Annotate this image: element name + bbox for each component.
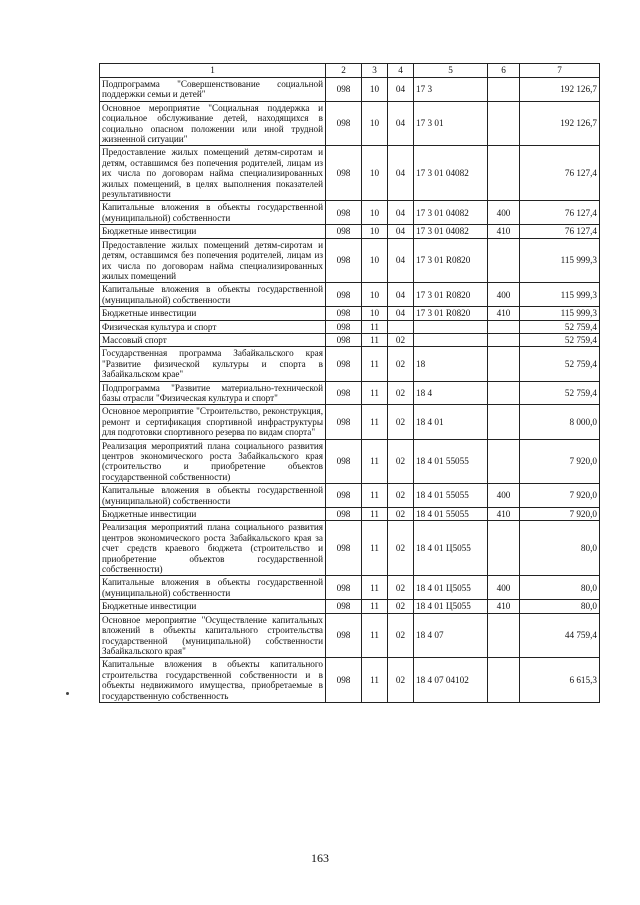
table-row xyxy=(100,101,600,146)
header-cell: 4 xyxy=(388,64,414,78)
amount-cell: 115 999,3 xyxy=(520,307,600,320)
expense-type-code-cell xyxy=(488,381,520,405)
expense-type-code-cell xyxy=(488,613,520,658)
table-row xyxy=(100,146,600,201)
item-name-cell: Массовый спорт xyxy=(100,333,326,346)
amount-cell: 115 999,3 xyxy=(520,283,600,307)
amount-cell: 44 759,4 xyxy=(520,613,600,658)
expense-type-code-cell xyxy=(488,320,520,333)
amount-cell: 192 126,7 xyxy=(520,78,600,102)
item-name-cell: Капитальные вложения в объекты государственной (муниципальной) собственности xyxy=(100,484,326,508)
subsection-code-cell: 02 xyxy=(388,347,414,381)
section-code-cell: 11 xyxy=(362,347,388,381)
section-code-cell: 11 xyxy=(362,381,388,405)
target-article-code-cell: 18 4 07 xyxy=(414,613,488,658)
subsection-code-cell: 04 xyxy=(388,101,414,146)
section-code-cell: 10 xyxy=(362,225,388,238)
table-row xyxy=(100,225,600,238)
amount-cell: 52 759,4 xyxy=(520,333,600,346)
amount-cell: 52 759,4 xyxy=(520,347,600,381)
target-article-code-cell: 18 4 01 55055 xyxy=(414,439,488,484)
page-number: 163 xyxy=(311,851,329,865)
expense-type-code-cell xyxy=(488,101,520,146)
expense-type-code-cell xyxy=(488,439,520,484)
expense-type-code-cell xyxy=(488,347,520,381)
target-article-code-cell: 17 3 01 04082 xyxy=(414,146,488,201)
expense-type-code-cell xyxy=(488,521,520,576)
section-code-cell: 11 xyxy=(362,484,388,508)
section-code-cell: 11 xyxy=(362,613,388,658)
admin-code-cell: 098 xyxy=(326,225,362,238)
subsection-code-cell xyxy=(388,320,414,333)
amount-cell: 7 920,0 xyxy=(520,439,600,484)
subsection-code-cell: 04 xyxy=(388,238,414,283)
subsection-code-cell: 02 xyxy=(388,484,414,508)
admin-code-cell: 098 xyxy=(326,347,362,381)
item-name-cell: Реализация мероприятий плана социального развития центров экономического роста Забайкальского края (строительство и приобретение объектов государственной собственности) xyxy=(100,439,326,484)
target-article-code-cell: 17 3 01 R0820 xyxy=(414,238,488,283)
admin-code-cell: 098 xyxy=(326,78,362,102)
amount-cell: 80,0 xyxy=(520,600,600,613)
admin-code-cell: 098 xyxy=(326,600,362,613)
section-code-cell: 11 xyxy=(362,521,388,576)
item-name-cell: Капитальные вложения в объекты государственной (муниципальной) собственности xyxy=(100,201,326,225)
expense-type-code-cell xyxy=(488,146,520,201)
admin-code-cell: 098 xyxy=(326,320,362,333)
header-cell: 3 xyxy=(362,64,388,78)
header-cell: 2 xyxy=(326,64,362,78)
item-name-cell: Основное мероприятие "Социальная поддержка и социальное обслуживание детей, находящихся в социально опасном положении или иной трудной жизненной ситуации" xyxy=(100,101,326,146)
table-row xyxy=(100,508,600,521)
item-name-cell: Государственная программа Забайкальского края "Развитие физической культуры и спорта в Забайкальском крае" xyxy=(100,347,326,381)
item-name-cell: Подпрограмма "Совершенствование социальной поддержки семьи и детей" xyxy=(100,78,326,102)
table-row xyxy=(100,347,600,381)
item-name-cell: Бюджетные инвестиции xyxy=(100,508,326,521)
table-row xyxy=(100,484,600,508)
admin-code-cell: 098 xyxy=(326,283,362,307)
target-article-code-cell: 18 4 07 04102 xyxy=(414,658,488,703)
amount-cell: 76 127,4 xyxy=(520,146,600,201)
item-name-cell: Подпрограмма "Развитие материально-технической базы отрасли "Физическая культура и спорт" xyxy=(100,381,326,405)
subsection-code-cell: 02 xyxy=(388,333,414,346)
target-article-code-cell: 17 3 01 04082 xyxy=(414,201,488,225)
subsection-code-cell: 02 xyxy=(388,405,414,439)
header-cell: 6 xyxy=(488,64,520,78)
admin-code-cell: 098 xyxy=(326,238,362,283)
table-header-row xyxy=(100,64,600,78)
target-article-code-cell: 18 4 01 55055 xyxy=(414,508,488,521)
admin-code-cell: 098 xyxy=(326,405,362,439)
subsection-code-cell: 02 xyxy=(388,381,414,405)
expense-type-code-cell: 400 xyxy=(488,484,520,508)
target-article-code-cell: 18 4 01 Ц5055 xyxy=(414,576,488,600)
section-code-cell: 10 xyxy=(362,238,388,283)
item-name-cell: Бюджетные инвестиции xyxy=(100,600,326,613)
section-code-cell: 11 xyxy=(362,405,388,439)
item-name-cell: Физическая культура и спорт xyxy=(100,320,326,333)
expense-type-code-cell xyxy=(488,333,520,346)
subsection-code-cell: 04 xyxy=(388,307,414,320)
admin-code-cell: 098 xyxy=(326,333,362,346)
admin-code-cell: 098 xyxy=(326,576,362,600)
subsection-code-cell: 02 xyxy=(388,576,414,600)
item-name-cell: Капитальные вложения в объекты государственной (муниципальной) собственности xyxy=(100,283,326,307)
amount-cell: 115 999,3 xyxy=(520,238,600,283)
subsection-code-cell: 04 xyxy=(388,78,414,102)
item-name-cell: Предоставление жилых помещений детям-сиротам и детям, оставшимся без попечения родителей, лицам из их числа по договорам найма специализированных жилых помещений xyxy=(100,238,326,283)
amount-cell: 76 127,4 xyxy=(520,225,600,238)
item-name-cell: Реализация мероприятий плана социального развития центров экономического роста Забайкальского края за счет средств краевого бюджета (строительство и приобретение объектов государственной собственности) xyxy=(100,521,326,576)
target-article-code-cell: 17 3 01 R0820 xyxy=(414,283,488,307)
amount-cell: 6 615,3 xyxy=(520,658,600,703)
table-row xyxy=(100,405,600,439)
target-article-code-cell xyxy=(414,320,488,333)
section-code-cell: 11 xyxy=(362,600,388,613)
subsection-code-cell: 02 xyxy=(388,439,414,484)
subsection-code-cell: 02 xyxy=(388,521,414,576)
admin-code-cell: 098 xyxy=(326,484,362,508)
target-article-code-cell: 18 4 01 Ц5055 xyxy=(414,521,488,576)
section-code-cell: 10 xyxy=(362,101,388,146)
target-article-code-cell xyxy=(414,333,488,346)
header-cell: 1 xyxy=(100,64,326,78)
expense-type-code-cell: 400 xyxy=(488,576,520,600)
section-code-cell: 11 xyxy=(362,320,388,333)
table-row xyxy=(100,600,600,613)
subsection-code-cell: 04 xyxy=(388,225,414,238)
expense-type-code-cell: 410 xyxy=(488,600,520,613)
amount-cell: 192 126,7 xyxy=(520,101,600,146)
table-body xyxy=(100,64,600,703)
table-row xyxy=(100,283,600,307)
item-name-cell: Бюджетные инвестиции xyxy=(100,225,326,238)
admin-code-cell: 098 xyxy=(326,381,362,405)
target-article-code-cell: 17 3 01 R0820 xyxy=(414,307,488,320)
subsection-code-cell: 02 xyxy=(388,508,414,521)
table-row xyxy=(100,381,600,405)
table-row xyxy=(100,521,600,576)
target-article-code-cell: 17 3 01 04082 xyxy=(414,225,488,238)
section-code-cell: 11 xyxy=(362,333,388,346)
expense-type-code-cell: 410 xyxy=(488,225,520,238)
admin-code-cell: 098 xyxy=(326,439,362,484)
admin-code-cell: 098 xyxy=(326,613,362,658)
target-article-code-cell: 18 4 01 55055 xyxy=(414,484,488,508)
scan-speck xyxy=(66,692,69,695)
subsection-code-cell: 04 xyxy=(388,283,414,307)
section-code-cell: 10 xyxy=(362,146,388,201)
table-row xyxy=(100,320,600,333)
section-code-cell: 10 xyxy=(362,201,388,225)
amount-cell: 52 759,4 xyxy=(520,320,600,333)
section-code-cell: 11 xyxy=(362,576,388,600)
amount-cell: 7 920,0 xyxy=(520,484,600,508)
admin-code-cell: 098 xyxy=(326,307,362,320)
amount-cell: 80,0 xyxy=(520,576,600,600)
expense-type-code-cell: 410 xyxy=(488,508,520,521)
amount-cell: 80,0 xyxy=(520,521,600,576)
table-row xyxy=(100,307,600,320)
item-name-cell: Капитальные вложения в объекты капитального строительства государственной собственности и в объекты недвижимого имущества, приобретаемые в государственную собственность xyxy=(100,658,326,703)
expense-type-code-cell: 400 xyxy=(488,283,520,307)
subsection-code-cell: 04 xyxy=(388,146,414,201)
expense-type-code-cell: 400 xyxy=(488,201,520,225)
table-row xyxy=(100,238,600,283)
section-code-cell: 10 xyxy=(362,307,388,320)
admin-code-cell: 098 xyxy=(326,201,362,225)
admin-code-cell: 098 xyxy=(326,146,362,201)
amount-cell: 8 000,0 xyxy=(520,405,600,439)
amount-cell: 52 759,4 xyxy=(520,381,600,405)
admin-code-cell: 098 xyxy=(326,508,362,521)
table-row xyxy=(100,201,600,225)
item-name-cell: Предоставление жилых помещений детям-сиротам и детям, оставшимся без попечения родителей, лицам из их числа по договорам найма специализированных жилых помещений, в целях выполнения показателей результативности xyxy=(100,146,326,201)
item-name-cell: Капитальные вложения в объекты государственной (муниципальной) собственности xyxy=(100,576,326,600)
item-name-cell: Бюджетные инвестиции xyxy=(100,307,326,320)
table-row xyxy=(100,576,600,600)
expense-type-code-cell xyxy=(488,405,520,439)
subsection-code-cell: 02 xyxy=(388,613,414,658)
admin-code-cell: 098 xyxy=(326,658,362,703)
subsection-code-cell: 02 xyxy=(388,658,414,703)
section-code-cell: 11 xyxy=(362,508,388,521)
budget-table xyxy=(99,63,600,703)
admin-code-cell: 098 xyxy=(326,521,362,576)
amount-cell: 7 920,0 xyxy=(520,508,600,521)
target-article-code-cell: 18 4 01 Ц5055 xyxy=(414,600,488,613)
table-row xyxy=(100,658,600,703)
header-cell: 7 xyxy=(520,64,600,78)
target-article-code-cell: 18 xyxy=(414,347,488,381)
expense-type-code-cell xyxy=(488,658,520,703)
table-row xyxy=(100,439,600,484)
header-cell: 5 xyxy=(414,64,488,78)
expense-type-code-cell xyxy=(488,238,520,283)
subsection-code-cell: 02 xyxy=(388,600,414,613)
table-row xyxy=(100,78,600,102)
target-article-code-cell: 18 4 xyxy=(414,381,488,405)
target-article-code-cell: 17 3 01 xyxy=(414,101,488,146)
admin-code-cell: 098 xyxy=(326,101,362,146)
section-code-cell: 10 xyxy=(362,283,388,307)
expense-type-code-cell xyxy=(488,78,520,102)
item-name-cell: Основное мероприятие "Осуществление капитальных вложений в объекты капитального строительства государственной (муниципальной) собственности Забайкальского края" xyxy=(100,613,326,658)
section-code-cell: 11 xyxy=(362,658,388,703)
subsection-code-cell: 04 xyxy=(388,201,414,225)
table-row xyxy=(100,613,600,658)
table-row xyxy=(100,333,600,346)
item-name-cell: Основное мероприятие "Строительство, реконструкция, ремонт и сертификация спортивной инфраструктуры для подготовки спортивного резерва по видам спорта" xyxy=(100,405,326,439)
amount-cell: 76 127,4 xyxy=(520,201,600,225)
section-code-cell: 10 xyxy=(362,78,388,102)
section-code-cell: 11 xyxy=(362,439,388,484)
target-article-code-cell: 17 3 xyxy=(414,78,488,102)
target-article-code-cell: 18 4 01 xyxy=(414,405,488,439)
expense-type-code-cell: 410 xyxy=(488,307,520,320)
